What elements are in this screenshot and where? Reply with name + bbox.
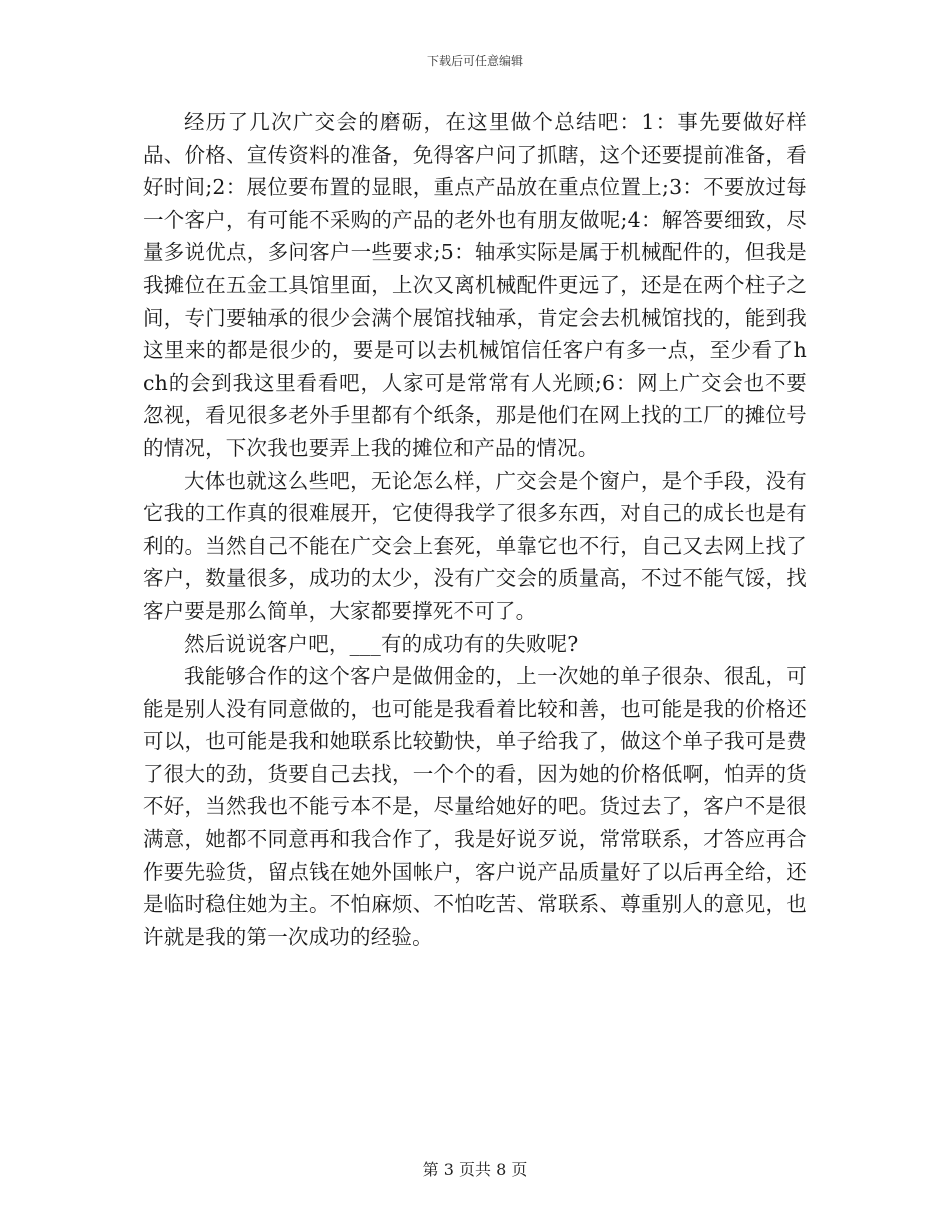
paragraph-customers-intro: 然后说说客户吧，___有的成功有的失败呢? [184, 631, 579, 656]
paragraph-customer-story: 我能够合作的这个客户是做佣金的，上一次她的单子很杂、很乱，可能是别人没有同意做的，也可能是我看着比较和善，也可能是我的价格还可以，也可能是我和她联系比较勤快，单子给我了，做这个单子我可是费了很大的劲，货要自己去找，一个个的看，因为她的价格低啊，怕弄的货不好，当然我也不能亏本不是，尽量给她好的吧。货过去了，客户不是很满意，她都不同意再和我合作了，我是好说歹说，常常联系，才答应再合作要先验货，留点钱在她外国帐户，客户说产品质量好了以后再全给，还是临时稳住她为主。不怕麻烦、不怕吃苦、常联系、尊重别人的意见，也许就是我的第一次成功的经验。 [143, 664, 807, 949]
paragraph-overall: 大体也就这么些吧，无论怎么样，广交会是个窗户，是个手段，没有它我的工作真的很难展开，它使得我学了很多东西，对自己的成长也是有利的。当然自己不能在广交会上套死，单靠它也不行，自己又去网上找了客户，数量很多，成功的太少，没有广交会的质量高，不过不能气馁，找客户要是那么简单，大家都要撑死不可了。 [143, 468, 807, 623]
page-footer: 第 3 页共 8 页 [422, 1160, 528, 1179]
paragraph-summary: 经历了几次广交会的磨砺，在这里做个总结吧：1：事先要做好样品、价格、宣传资料的准备，免得客户问了抓瞎，这个还要提前准备，看好时间;2：展位要布置的显眼，重点产品放在重点位置上;3：不要放过每一个客户，有可能不采购的产品的老外也有朋友做呢;4：解答要细致，尽量多说优点，多问客户一些要求;5：轴承实际是属于机械配件的，但我是我摊位在五金工具馆里面，上次又离机械配件更远了，还是在两个柱子之间，专门要轴承的很少会满个展馆找轴承，肯定会去机械馆找的，能到我这里来的都是很少的，要是可以去机械馆信任客户有多一点，至少看了hch的会到我这里看看吧，人家可是常常有人光顾;6：网上广交会也不要忽视，看见很多老外手里都有个纸条，那是他们在网上找的工厂的摊位号的情况，下次我也要弄上我的摊位和产品的情况。 [143, 110, 807, 460]
document-body [143, 106, 807, 953]
page-header: 下载后可任意编辑 [426, 54, 523, 68]
